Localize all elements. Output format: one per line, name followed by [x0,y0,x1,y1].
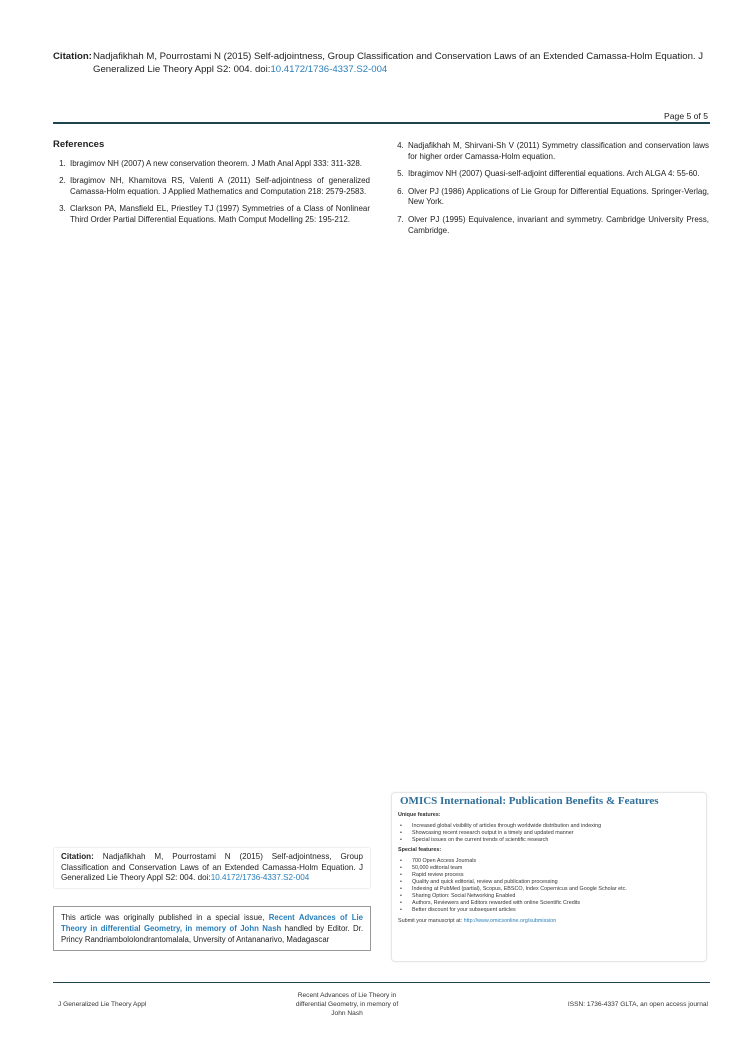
feature-item: • Better discount for your subsequent articles [398,907,700,914]
feature-item: • 50,000 editorial team [398,865,700,872]
footer-rule [53,982,710,983]
reference-item: 4. Nadjafikhah M, Shirvani-Sh V (2011) Symmetry classification and conservation laws for higher order Camassa-Holm equation. [406,141,709,162]
references-right [391,141,709,243]
doi-link[interactable]: 10.4172/1736-4337.S2-004 [270,64,388,75]
feature-item: • Special issues on the current trends of scientific research [398,837,700,844]
reference-item: 3. Clarkson PA, Mansfield EL, Priestley TJ (1997) Symmetries of a Class of Nonlinear Third Order Partial Differential Equations. Math Comput Modelling 25: 195-212. [68,204,370,225]
feature-item: • Authors, Reviewers and Editors rewarded with online Scientific Credits [398,900,700,907]
note-text: handled by Editor. Dr. Princy Randriambololondrantomalala, Unversity of Antananarivo, Madagascar [61,924,363,944]
reference-item: 2. Ibragimov NH, Khamitova RS, Valenti A (2011) Self-adjointness of generalized Camassa-Holm equation. J Applied Mathematics and Computation 218: 2579-2583. [68,176,370,197]
omics-benefits-box [391,792,707,962]
reference-item: 1. Ibragimov NH (2007) A new conservation theorem. J Math Anal Appl 333: 311-328. [68,159,370,170]
footer-issue: Recent Advances of Lie Theory in differential Geometry, in memory of John Nash [295,992,399,1017]
feature-item: • Rapid review process [398,872,700,879]
reference-item: 6. Olver PJ (1986) Applications of Lie Group for Differential Equations. Springer-Verlag, New York. [406,187,709,208]
feature-item: • Indexing at PubMed (partial), Scopus, EBSCO, Index Copernicus and Google Scholar etc. [398,886,700,893]
special-features-label: Special features: [398,847,442,853]
citation-box [53,847,371,889]
special-issue-note [53,906,371,951]
footer-journal: J Generalized Lie Theory Appl [58,1001,147,1008]
header-citation [53,50,710,76]
feature-item: • Quality and quick editorial, review and publication processing [398,879,700,886]
doi-link[interactable]: 10.4172/1736-4337.S2-004 [210,873,310,882]
feature-item: • Sharing Option: Social Networking Enabled [398,893,700,900]
references-left [53,140,370,233]
omics-title: OMICS International: Publication Benefits & Features [400,795,659,807]
special-issue-link[interactable]: Recent Advances of Lie Theory in differential Geometry, in memory of John Nash [61,913,363,933]
citation-label: Citation: [61,852,94,861]
header-rule [53,122,710,124]
submit-label: Submit your manuscript at: [398,918,463,924]
unique-features-label: Unique features: [398,812,441,818]
submission-link[interactable]: http://www.omicsonline.org/submission [463,918,557,924]
references-heading: References [53,139,105,150]
citation-text: Nadjafikhah M, Pourrostami N (2015) Self-adjointness, Group Classification and Conservation Laws of an Extended Camassa-Holm Equation. J Generalized Lie Theory Appl S2: 004. doi: [61,852,363,882]
footer-issn: ISSN: 1736-4337 GLTA, an open access journal [567,1001,708,1008]
feature-item: • Increased global visibility of articles through worldwide distribution and indexing [398,823,700,830]
citation-label: Citation: [53,51,92,62]
feature-item: • Showcasing recent research output in a timely and updated manner [398,830,700,837]
citation-text: Nadjafikhah M, Pourrostami N (2015) Self-adjointness, Group Classification and Conservation Laws of an Extended Camassa-Holm Equation. J Generalized Lie Theory Appl S2: 004. doi: [93,51,704,75]
reference-item: 5. Ibragimov NH (2007) Quasi-self-adjoint differential equations. Arch ALGA 4: 55-60. [406,169,709,180]
reference-item: 7. Olver PJ (1995) Equivalence, invariant and symmetry. Cambridge University Press, Cambridge. [406,215,709,236]
feature-item: • 700 Open Access Journals [398,858,700,865]
note-text: This article was originally published in a special issue, [61,913,269,922]
page-number: Page 5 of 5 [664,111,708,121]
